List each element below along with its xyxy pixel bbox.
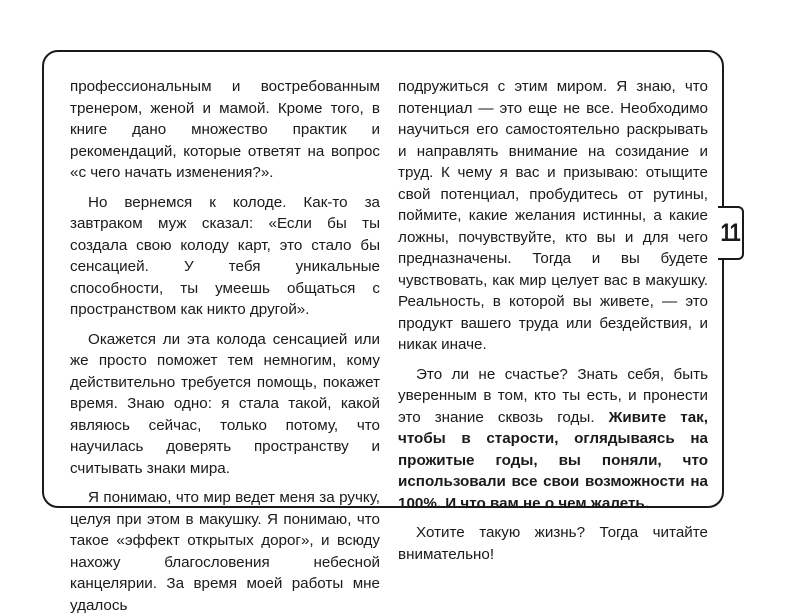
left-paragraph-3: Окажется ли эта колода сенсацией или же просто поможет тем немногим, кому действительно требуется помощь, покажет время. Знаю одно: я стала такой, какой являюсь сейчас, только потому, что научилась доверять пространству и считывать знаки мира.: [70, 330, 380, 477]
right-text-column: [398, 76, 708, 565]
right-paragraph-2: [398, 364, 708, 515]
left-paragraph-2: Но вернемся к колоде. Как-то за завтраком муж сказал: «Если бы ты создала свою колоду карт, это стало бы сенсацией. У тебя уникальные способности, ты умеешь общаться с пространством как никто другой».: [70, 193, 380, 318]
page-number-tab: [718, 206, 744, 260]
left-paragraph-1: профессиональным и востребованным тренером, женой и мамой. Кроме того, в книге дано множество практик и рекомендаций, которые ответят на вопрос «с чего начать изменения?».: [70, 78, 380, 181]
left-text-column: [70, 76, 380, 616]
page-number: 11: [720, 218, 740, 247]
right-paragraph-2-bold: Живите так, чтобы в старости, оглядываясь на прожитые годы, вы поняли, что использовали все свои возможности на 100%. И что вам не о чем жалеть.: [398, 408, 708, 512]
right-paragraph-2-text: Это ли не счастье? Знать себя, быть уверенным в том, кто ты есть, и пронести это знание сквозь годы.: [398, 365, 708, 426]
right-paragraph-3: Хотите такую жизнь? Тогда читайте внимательно!: [398, 524, 708, 563]
left-paragraph-4: Я понимаю, что мир ведет меня за ручку, целуя при этом в макушку. Я понимаю, что такое «эффект открытых дорог», и всюду нахожу благословения небесной канцелярии. За время моей работы мне удалось: [70, 489, 380, 614]
right-paragraph-1: подружиться с этим миром. Я знаю, что потенциал — это еще не все. Необходимо научиться его самостоятельно раскрывать и направлять внимание на созидание и труд. К чему я вас и призываю: отыщите свой потенциал, пробудитесь от рутины, поймите, какие желания истинны, а какие ложны, почувствуйте, кто вы и для чего предназначены. Тогда и вы будете чувствовать, как мир целует вас в макушку. Реальность, в которой вы живете, — это продукт вашего труда или бездействия, и никак иначе.: [398, 78, 708, 353]
